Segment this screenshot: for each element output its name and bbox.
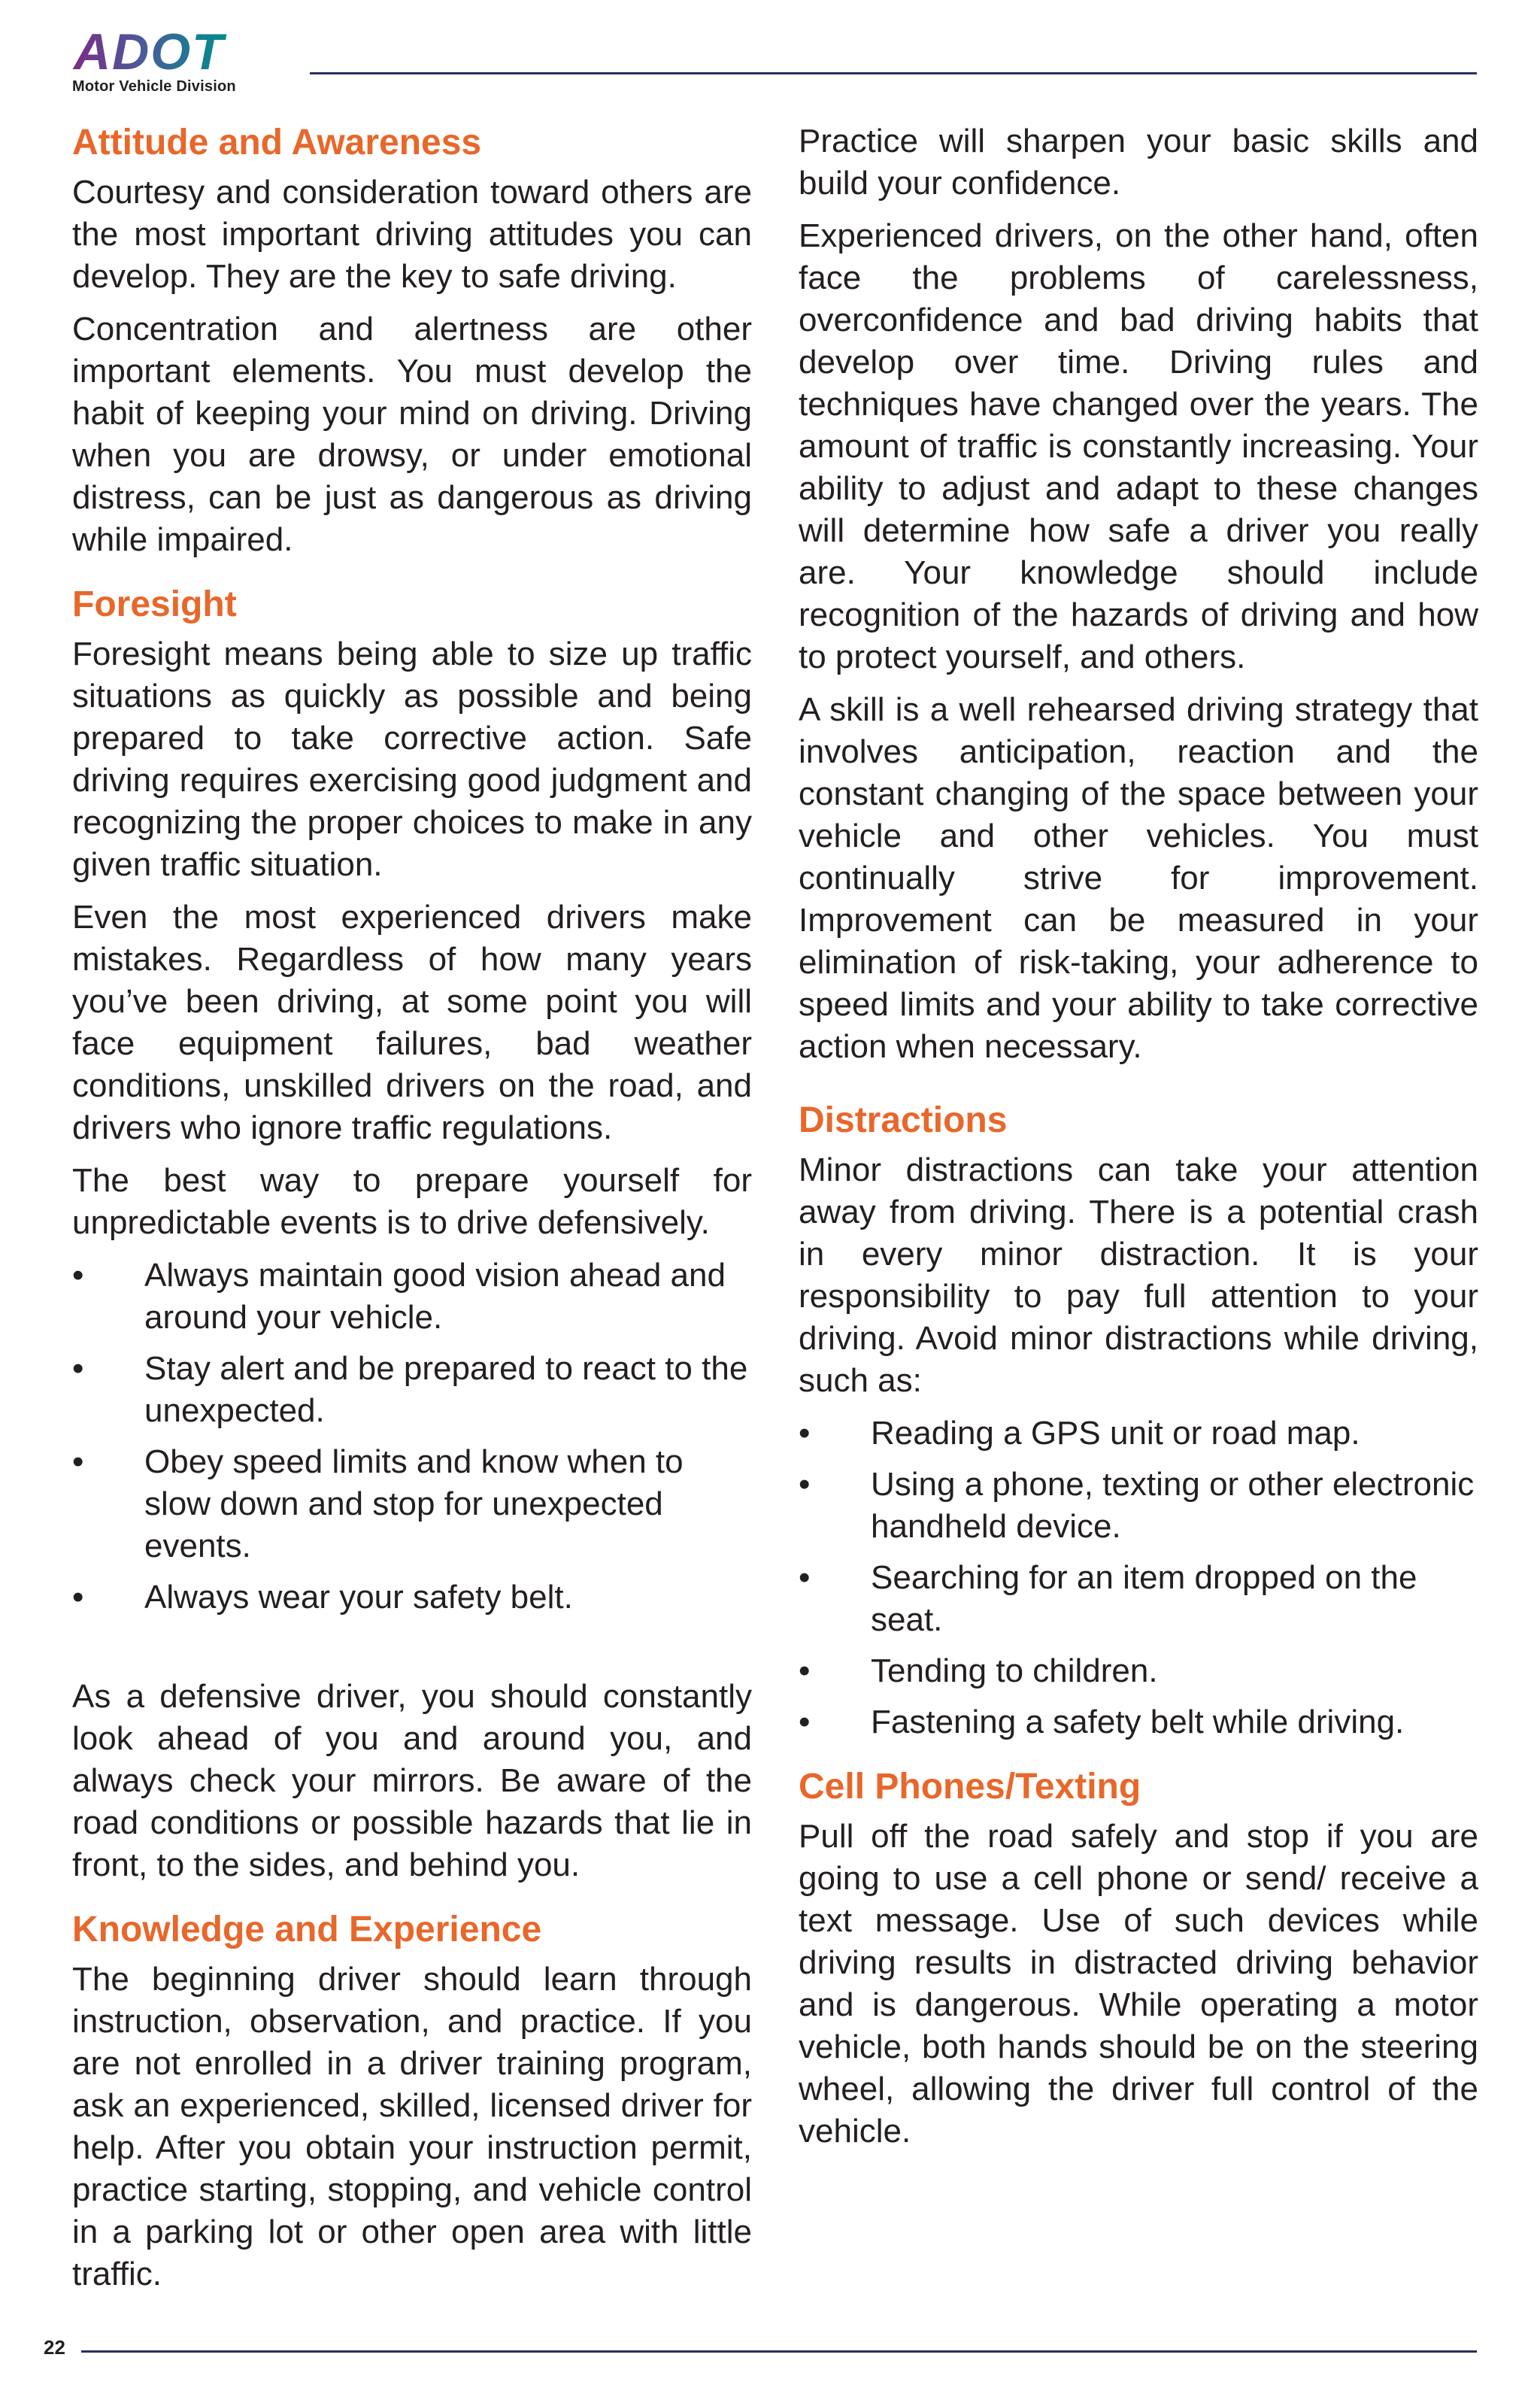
list-item: • Stay alert and be prepared to react to the unexpected. [72, 1348, 752, 1432]
bullet-icon: • [799, 1704, 811, 1740]
list-item: • Obey speed limits and know when to slow down and stop for unexpected events. [72, 1441, 752, 1567]
bullet-icon: • [799, 1559, 811, 1596]
paragraph: As a defensive driver, you should constantly look ahead of you and around you, and always check your mirrors. Be aware of the road conditions or possible hazards that lie in front, to the sides, and behind you. [72, 1678, 752, 1883]
list-item: • Using a phone, texting or other electronic handheld device. [799, 1464, 1478, 1548]
bullet-icon: • [799, 1466, 811, 1503]
bullet-icon: • [799, 1652, 811, 1689]
paragraph: Practice will sharpen your basic skills and build your confidence. [799, 123, 1478, 202]
list-item: • Tending to children. [799, 1650, 1478, 1692]
heading-attitude-awareness: Attitude and Awareness [72, 123, 482, 162]
paragraph: Concentration and alertness are other important elements. You must develop the habit of keeping your mind on driving. Driving when you are drowsy, or under emotional distress, can be just as dangerous as driving while impaired. [72, 311, 752, 558]
list-item: • Searching for an item dropped on the seat. [799, 1557, 1478, 1641]
header-rule [310, 72, 1477, 74]
paragraph: Experienced drivers, on the other hand, often face the problems of carelessness, overconfidence and bad driving habits that develop over time. Driving rules and techniques have changed over the years. The amount of traffic is constantly increasing. Your ability to adjust and adapt to these changes will determine how safe a driver you really are. Your knowledge should include recognition of the hazards of driving and how to protect yourself, and others. [799, 217, 1478, 675]
paragraph: A skill is a well rehearsed driving strategy that involves anticipation, reaction and the constant changing of the space between your vehicle and other vehicles. You must continually strive for improvement. Improvement can be measured in your elimination of risk-taking, your adherence to speed limits and your ability to take corrective action when necessary. [799, 691, 1478, 1065]
bullet-icon: • [72, 1257, 84, 1294]
logo-wordmark: ADOT [74, 27, 225, 75]
list-item: • Always wear your safety belt. [72, 1576, 752, 1619]
left-column [72, 120, 752, 2295]
logo-subtitle: Motor Vehicle Division [72, 78, 236, 95]
page-number: 22 [44, 2336, 65, 2359]
paragraph: Foresight means being able to size up traffic situations as quickly as possible and being prepared to take corrective action. Safe driving requires exercising good judgment and recognizing the proper choices to make in any given traffic situation. [72, 636, 752, 883]
heading-distractions: Distractions [799, 1100, 1008, 1140]
bullet-icon: • [72, 1350, 84, 1387]
list-item: • Fastening a safety belt while driving. [799, 1701, 1478, 1743]
footer-rule [81, 2350, 1477, 2353]
paragraph: Courtesy and consideration toward others are the most important driving attitudes you can develop. They are the key to safe driving. [72, 174, 752, 295]
paragraph: The beginning driver should learn through instruction, observation, and practice. If you are not enrolled in a driver training program, ask an experienced, skilled, licensed driver for help. After you obtain your instruction permit, practice starting, stopping, and vehicle control in a parking lot or other open area with little traffic. [72, 1961, 752, 2292]
paragraph: Even the most experienced drivers make mistakes. Regardless of how many years you’ve been driving, at some point you will face equipment failures, bad weather conditions, unskilled drivers on the road, and drivers who ignore traffic regulations. [72, 899, 752, 1146]
defensive-driving-list [72, 1255, 752, 1619]
heading-foresight: Foresight [72, 584, 237, 624]
paragraph: Pull off the road safely and stop if you are going to use a cell phone or send/ receive a text message. Use of such devices while driving results in distracted driving behavior and is dangerous. While operating a motor vehicle, both hands should be on the steering wheel, allowing the driver full control of the vehicle. [799, 1818, 1478, 2150]
right-column [799, 120, 1478, 2153]
distractions-list [799, 1412, 1478, 1743]
paragraph: The best way to prepare yourself for unpredictable events is to drive defensively. [72, 1162, 752, 1241]
heading-knowledge-experience: Knowledge and Experience [72, 1910, 542, 1949]
bullet-icon: • [799, 1415, 811, 1452]
adot-logo-mark [72, 27, 283, 75]
paragraph: Minor distractions can take your attention away from driving. There is a potential crash in every minor distraction. It is your responsibility to pay full attention to your driving. Avoid minor distractions while driving, such as: [799, 1151, 1478, 1399]
heading-cell-phones-texting: Cell Phones/Texting [799, 1767, 1141, 1807]
list-item: • Reading a GPS unit or road map. [799, 1412, 1478, 1455]
list-item: • Always maintain good vision ahead and around your vehicle. [72, 1255, 752, 1339]
bullet-icon: • [72, 1443, 84, 1480]
bullet-icon: • [72, 1579, 84, 1616]
